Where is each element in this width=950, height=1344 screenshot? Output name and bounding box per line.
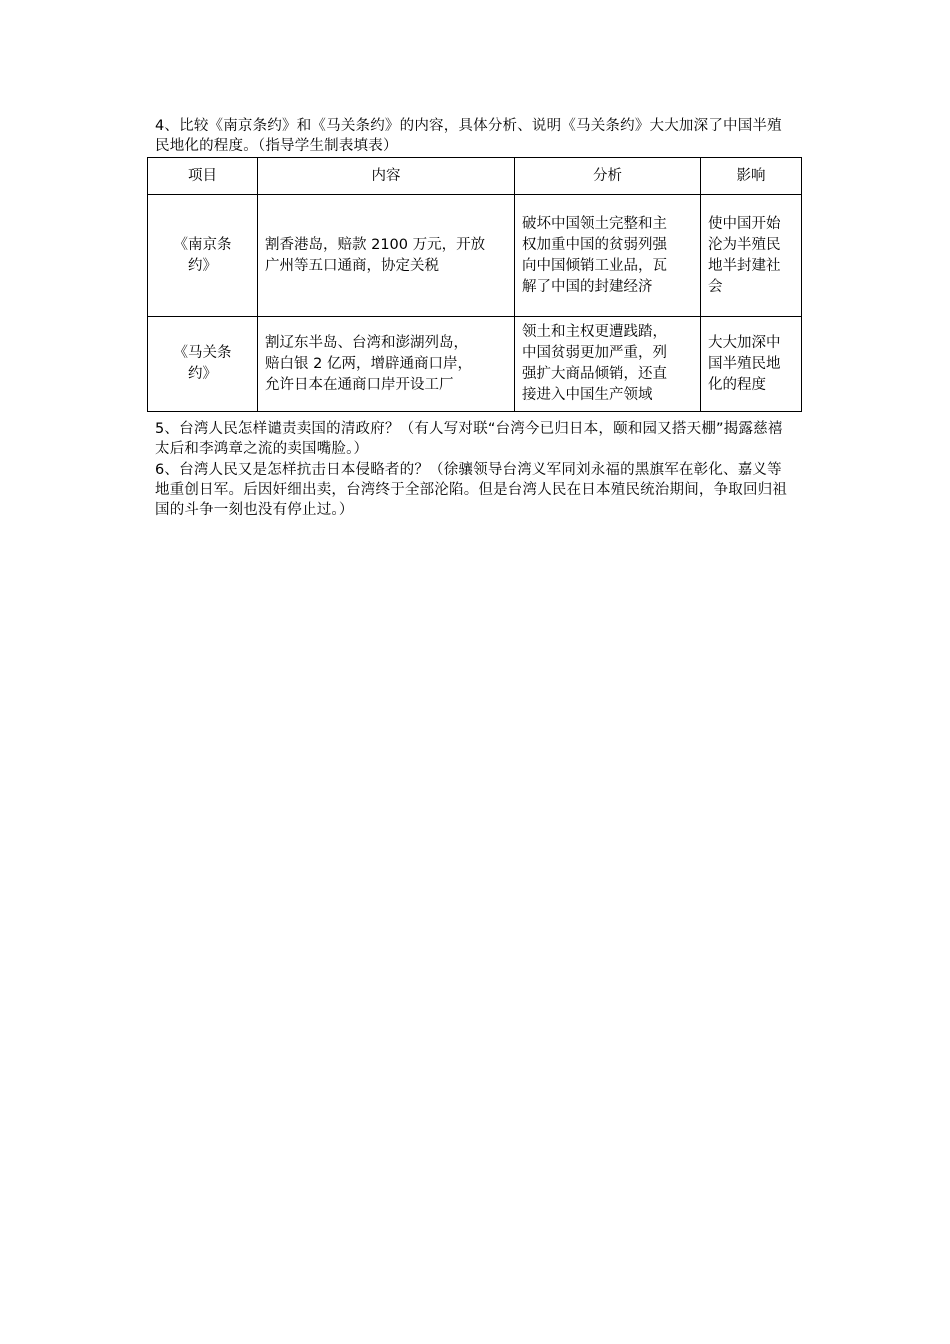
cell-line: 允许日本在通商口岸开设工厂: [265, 376, 454, 393]
cell-line: 地半封建社: [708, 257, 781, 274]
cell-line: 使中国开始: [708, 215, 781, 232]
cell-line: 领土和主权更遭践踏，: [522, 324, 667, 340]
cell-line: 权加重中国的贫弱列强: [522, 236, 667, 253]
table-row: [148, 195, 802, 317]
cell-analysis: [515, 317, 701, 412]
question-6-line: 6、台湾人民又是怎样抗击日本侵略者的？（徐骧领导台湾义军同刘永福的黑旗军在彰化、嘉义等: [155, 462, 782, 478]
question-4-line: 民地化的程度。（指导学生制表填表）: [155, 138, 398, 154]
cell-line: 国半殖民地: [708, 355, 781, 372]
cell-line: 强扩大商品倾销，还直: [522, 366, 667, 382]
treaty-comparison-table: [147, 157, 802, 412]
cell-content: [258, 317, 515, 412]
cell-line: 向中国倾销工业品，瓦: [522, 257, 667, 274]
cell-line: 割辽东半岛、台湾和澎湖列岛，: [265, 334, 468, 351]
table-row: [148, 317, 802, 412]
question-5: [155, 419, 845, 459]
cell-line: 赔白银 2 亿两，增辟通商口岸，: [265, 355, 472, 372]
cell-item: [148, 317, 258, 412]
cell-line: 《马关条: [173, 345, 232, 361]
cell-line: 中国贫弱更加严重，列: [522, 345, 667, 361]
question-5-line: 太后和李鸿章之流的卖国嘴脸。）: [155, 441, 369, 457]
cell-line: 接进入中国生产领域: [522, 387, 653, 403]
header-content: 内容: [258, 158, 515, 195]
question-4: [155, 116, 845, 156]
header-item: 项目: [148, 158, 258, 195]
header-impact: 影响: [701, 158, 802, 195]
cell-line: 会: [708, 278, 723, 295]
cell-line: 破坏中国领土完整和主: [522, 215, 667, 232]
cell-line: 割香港岛，赔款 2100 万元，开放: [265, 236, 486, 253]
question-4-line: 4、比较《南京条约》和《马关条约》的内容，具体分析、说明《马关条约》大大加深了中国半殖: [155, 118, 782, 134]
cell-line: 约》: [188, 366, 217, 382]
cell-impact: [701, 317, 802, 412]
cell-line: 约》: [188, 257, 217, 274]
question-6-line: 地重创日军。后因奸细出卖，台湾终于全部沦陷。但是台湾人民在日本殖民统治期间，争取回归祖: [155, 482, 788, 498]
cell-line: 大大加深中: [708, 334, 781, 351]
question-6-line: 国的斗争一刻也没有停止过。）: [155, 502, 354, 518]
table-header-row: [148, 158, 802, 195]
question-6: [155, 460, 845, 520]
cell-line: 化的程度: [708, 376, 766, 393]
cell-line: 《南京条: [173, 236, 232, 253]
cell-analysis: [515, 195, 701, 317]
cell-line: 广州等五口通商，协定关税: [265, 257, 439, 274]
cell-impact: [701, 195, 802, 317]
cell-item: [148, 195, 258, 317]
question-5-line: 5、台湾人民怎样谴责卖国的清政府？（有人写对联“台湾今已归日本，颐和园又搭天棚”揭露慈禧: [155, 421, 783, 437]
cell-line: 沦为半殖民: [708, 236, 781, 253]
cell-line: 解了中国的封建经济: [522, 278, 653, 295]
header-analysis: 分析: [515, 158, 701, 195]
cell-content: [258, 195, 515, 317]
